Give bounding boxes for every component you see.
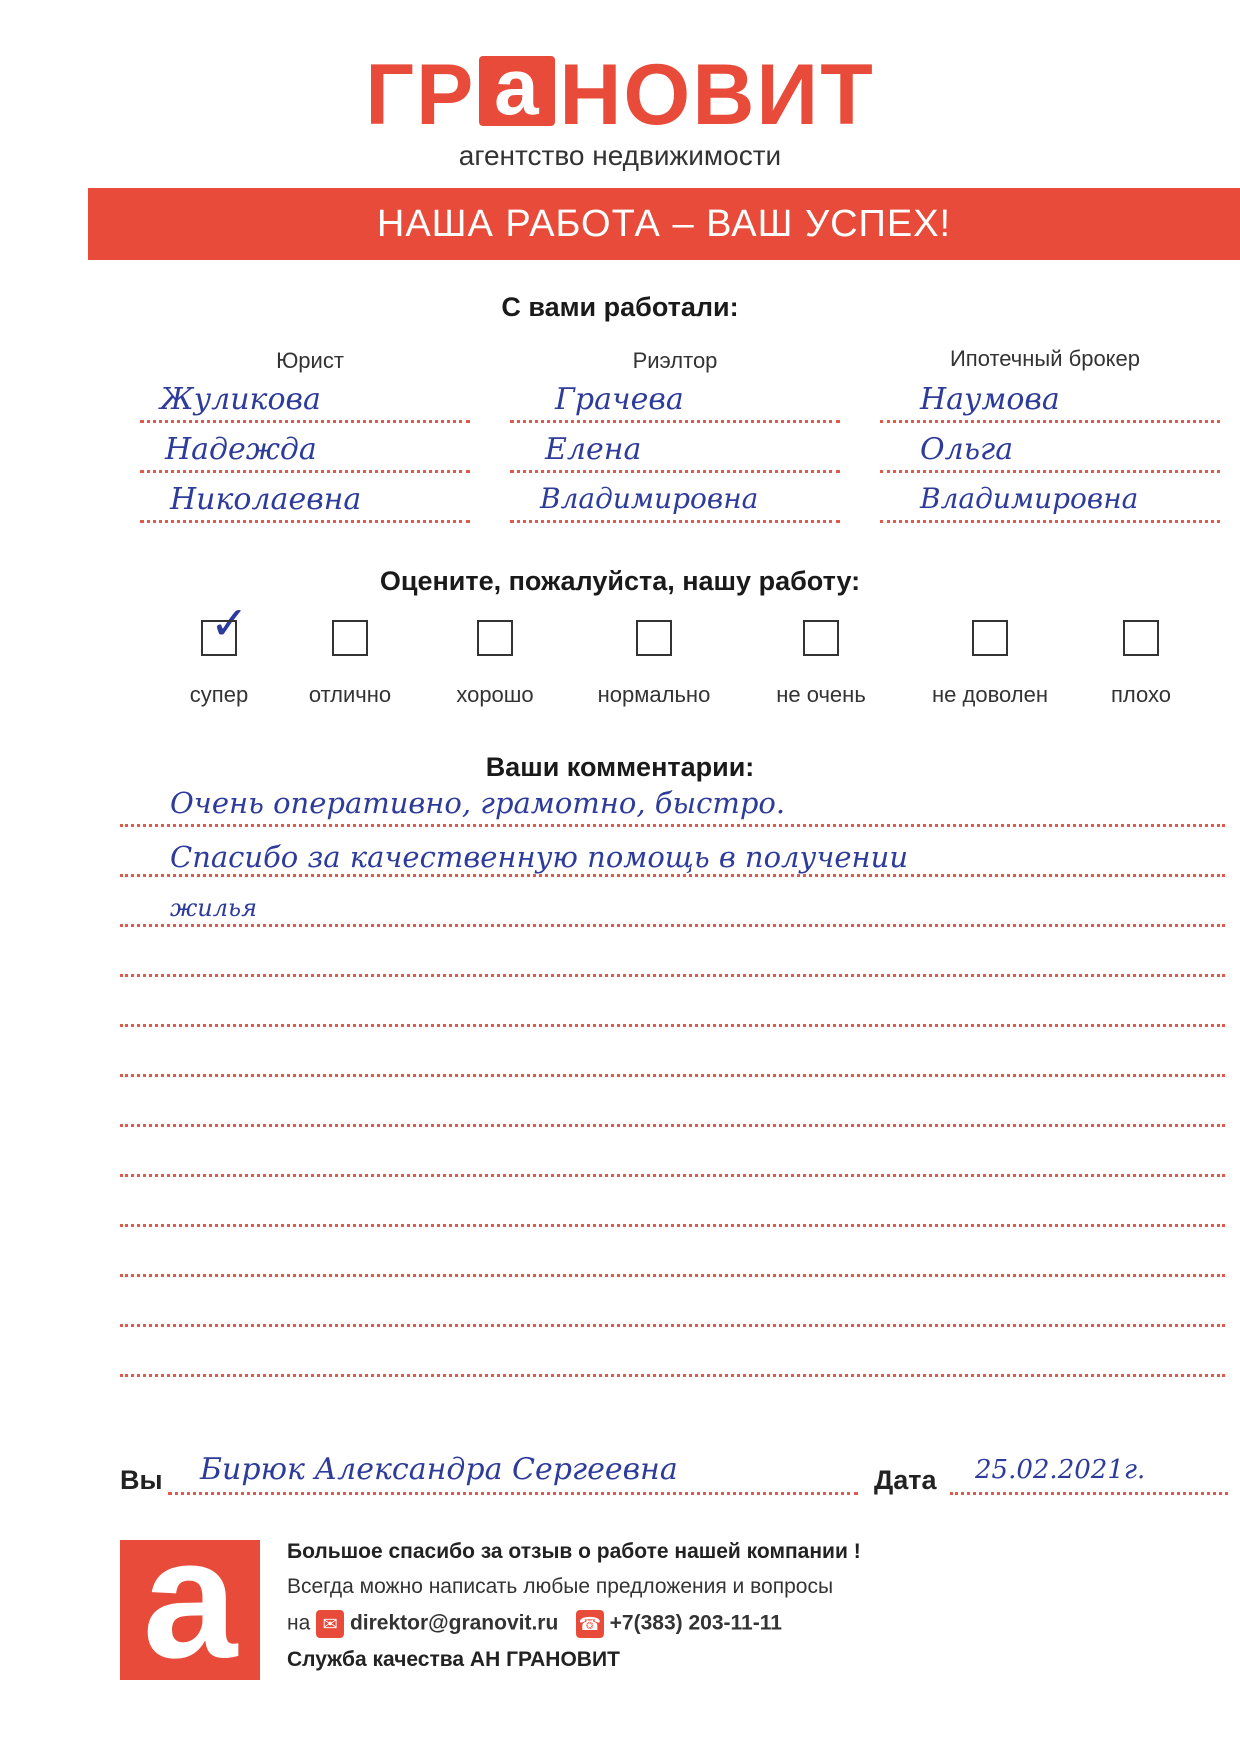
dotted-line: [168, 1492, 858, 1495]
footer-thanks: Большое спасибо за отзыв о работе нашей компании !: [287, 1540, 861, 1563]
dotted-line: [120, 1174, 1225, 1177]
dotted-line: [120, 1224, 1225, 1227]
dotted-line: [510, 420, 840, 423]
broker-first-name: Ольга: [920, 432, 1014, 467]
dotted-line: [120, 874, 1225, 877]
dotted-line: [510, 520, 840, 523]
comment-line-2: Спасибо за качественную помощь в получении: [170, 840, 908, 874]
comments-heading: Ваши комментарии:: [485, 752, 755, 782]
footer-always: Всегда можно написать любые предложения и вопросы: [287, 1575, 834, 1598]
dotted-line: [120, 1074, 1225, 1077]
rating-checkbox-excellent[interactable]: [332, 620, 368, 656]
logo-part1: ГР: [365, 47, 476, 143]
dotted-line: [140, 470, 470, 473]
dotted-line: [120, 1374, 1225, 1377]
dotted-line: [880, 470, 1220, 473]
footer-service: Служба качества АН ГРАНОВИТ: [287, 1648, 620, 1671]
dotted-line: [120, 974, 1225, 977]
rating-checkbox-super[interactable]: [201, 620, 237, 656]
date-value: 25.02.2021г.: [975, 1455, 1146, 1485]
slogan-banner: НАША РАБОТА – ВАШ УСПЕХ!: [88, 188, 1240, 260]
you-label: Вы: [120, 1465, 163, 1495]
dotted-line: [120, 824, 1225, 827]
logo-part2: а: [479, 56, 555, 126]
rating-label-excellent: отлично: [308, 682, 392, 707]
dotted-line: [880, 420, 1220, 423]
realtor-first-name: Елена: [545, 432, 642, 467]
dotted-line: [510, 470, 840, 473]
dotted-line: [120, 1324, 1225, 1327]
footer-logo: а: [120, 1540, 260, 1680]
email-link[interactable]: direktor@granovit.ru: [349, 1611, 559, 1635]
team-heading: С вами работали:: [501, 292, 739, 322]
realtor-patronymic: Владимировна: [540, 482, 759, 515]
phone-link[interactable]: +7(383) 203-11-11: [609, 1611, 782, 1635]
comment-line-3: жилья: [170, 894, 257, 922]
rating-label-bad: плохо: [1111, 682, 1171, 707]
dotted-line: [120, 1274, 1225, 1277]
checkmark-icon: ✓: [210, 597, 249, 649]
lawyer-patronymic: Николаевна: [170, 482, 362, 517]
dotted-line: [950, 1492, 1228, 1495]
customer-name: Бирюк Александра Сергеевна: [200, 1452, 678, 1487]
rating-label-not-very: не очень: [776, 682, 866, 707]
footer-on: на: [287, 1611, 311, 1635]
footer-contacts: [287, 1610, 782, 1638]
rating-checkbox-not-very[interactable]: [803, 620, 839, 656]
company-logo: [0, 42, 1240, 143]
rating-label-normal: нормально: [597, 682, 711, 707]
broker-label: Ипотечный брокер: [949, 346, 1141, 371]
dotted-line: [140, 520, 470, 523]
rating-label-super: супер: [189, 682, 249, 707]
dotted-line: [120, 1124, 1225, 1127]
rating-label-good: хорошо: [456, 682, 534, 707]
lawyer-surname: Жуликова: [160, 382, 321, 417]
dotted-line: [120, 924, 1225, 927]
dotted-line: [140, 420, 470, 423]
dotted-line: [120, 1024, 1225, 1027]
phone-icon: ☎: [576, 1610, 604, 1638]
date-label: Дата: [874, 1465, 937, 1495]
broker-patronymic: Владимировна: [920, 482, 1139, 515]
logo-part3: НОВИТ: [559, 47, 875, 143]
rating-checkbox-unsatisfied[interactable]: [972, 620, 1008, 656]
rating-options: [0, 597, 1240, 720]
comment-line-1: Очень оперативно, грамотно, быстро.: [170, 786, 786, 820]
lawyer-label: Юрист: [276, 348, 344, 373]
envelope-icon: ✉: [316, 1610, 344, 1638]
broker-surname: Наумова: [920, 382, 1060, 417]
rating-checkbox-normal[interactable]: [636, 620, 672, 656]
rating-label-unsatisfied: не доволен: [932, 682, 1048, 707]
dotted-line: [880, 520, 1220, 523]
rating-checkbox-good[interactable]: [477, 620, 513, 656]
lawyer-first-name: Надежда: [165, 432, 317, 467]
realtor-label: Риэлтор: [632, 348, 718, 373]
realtor-surname: Грачева: [555, 382, 684, 417]
tagline: агентство недвижимости: [458, 140, 782, 171]
rating-heading: Оцените, пожалуйста, нашу работу:: [379, 566, 861, 596]
rating-checkbox-bad[interactable]: [1123, 620, 1159, 656]
